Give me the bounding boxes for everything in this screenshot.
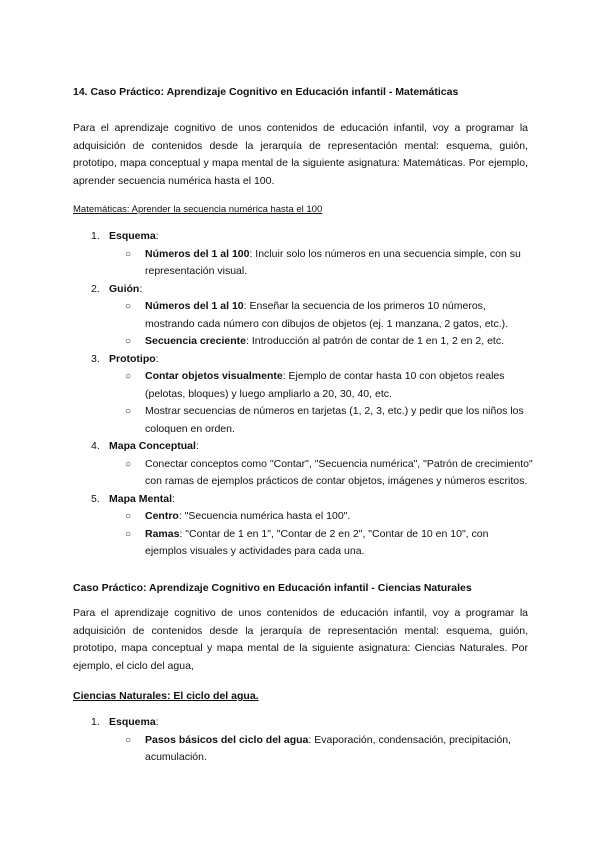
sub-bullet-list <box>109 246 533 281</box>
section1-outline <box>73 228 533 561</box>
bullet-text: : Ejemplo de contar hasta 10 con objetos reales (pelotas, bloques) y luego ampliarlo a 20, 30, 40, etc. <box>145 370 505 400</box>
bullet-text: : "Contar de 1 en 1", "Contar de 2 en 2", "Contar de 10 en 10", con ejemplos visuales y actividades para cada una. <box>145 527 489 557</box>
bullet-bold-text: Números del 1 al 10 <box>145 300 244 312</box>
bullet-bold-text: Secuencia creciente <box>145 335 246 347</box>
bullet-bold-text: Números del 1 al 100 <box>145 247 250 260</box>
item-number: 3. <box>91 352 100 365</box>
list-item <box>109 246 533 281</box>
bullet-text: : Enseñar la secuencia de los primeros 10 números, mostrando cada número con dibujos de objetos (ej. 1 manzana, 2 gatos, etc.). <box>145 300 509 330</box>
item-number: 1. <box>91 716 100 728</box>
item-colon: : <box>155 352 159 365</box>
item-label: Mapa Conceptual <box>109 440 196 452</box>
list-item <box>109 368 533 403</box>
outline-item-prototipo <box>73 351 533 439</box>
list-item <box>109 732 533 767</box>
hollow-bullet-icon: ○ <box>125 336 132 347</box>
list-item <box>109 298 533 333</box>
outline-item-esquema <box>73 228 533 281</box>
hollow-bullet-icon: ○ <box>125 301 132 312</box>
item-number: 2. <box>91 282 100 295</box>
bullet-bold-text: Pasos básicos del ciclo del agua <box>145 733 309 746</box>
hollow-bullet-icon: ○ <box>125 734 132 746</box>
sub-bullet-list <box>109 732 533 767</box>
bullet-text: : Evaporación, condensación, precipitación, acumulación. <box>145 733 511 763</box>
section1-subheading: Matemáticas: Aprender la secuencia numérica hasta el 100 <box>73 204 323 215</box>
sub-bullet-list <box>109 508 533 561</box>
section2-intro: Para el aprendizaje cognitivo de unos contenidos de educación infantil, voy a programar la adquisición de contenidos desde la jerarquía de representación mental: esquema, guión, prototipo, mapa conceptual y mapa mental de la siguiente asignatura: Ciencias Naturales. Por ejemplo, el ciclo del agua, <box>73 607 528 672</box>
bullet-bold-text: Centro <box>145 510 179 522</box>
section2-outline <box>73 714 533 767</box>
item-number: 4. <box>91 440 100 452</box>
bullet-bold-text: Ramas <box>145 527 180 540</box>
item-label: Guión <box>109 282 140 295</box>
list-item <box>109 456 533 491</box>
item-number: 5. <box>91 492 100 505</box>
outline-item-mapa-mental <box>73 491 533 561</box>
list-item <box>109 403 533 438</box>
item-colon: : <box>155 716 159 728</box>
item-colon: : <box>195 440 199 452</box>
hollow-bullet-icon: ○ <box>125 458 132 470</box>
section1-intro: Para el aprendizaje cognitivo de unos contenidos de educación infantil, voy a programar la adquisición de contenidos desde la jerarquía de representación mental: esquema, guión, prototipo, mapa conceptual y mapa mental de la siguiente asignatura: Matemáticas. Por ejemplo, aprender secuencia numérica hasta el 100. <box>73 122 528 187</box>
hollow-bullet-icon: ○ <box>125 511 132 522</box>
item-number: 1. <box>91 230 100 242</box>
item-label: Prototipo <box>109 352 156 365</box>
item-colon: : <box>172 492 175 505</box>
section2-title: Caso Práctico: Aprendizaje Cognitivo en Educación infantil - Ciencias Naturales <box>73 582 472 594</box>
bullet-text: Mostrar secuencias de números en tarjetas (1, 2, 3, etc.) y pedir que los niños los coloquen en orden. <box>145 405 524 435</box>
list-item <box>109 526 533 561</box>
list-item <box>109 508 533 526</box>
section2-subheading: Ciencias Naturales: El ciclo del agua. <box>73 690 259 702</box>
item-colon: : <box>155 230 159 242</box>
hollow-bullet-icon: ○ <box>125 528 132 540</box>
item-colon: : <box>139 282 143 295</box>
hollow-bullet-icon: ○ <box>125 248 132 260</box>
sub-bullet-list <box>109 298 533 351</box>
hollow-bullet-icon: ○ <box>125 406 132 417</box>
outline-item-esquema <box>73 714 533 767</box>
bullet-text: Conectar conceptos como "Contar", "Secuencia numérica", "Patrón de crecimiento" con ramas de ejemplos prácticos de contar objetos, imágenes y números escritos. <box>145 457 533 487</box>
bullet-text: : "Secuencia numérica hasta el 100". <box>178 510 351 522</box>
sub-bullet-list <box>109 368 533 438</box>
item-label: Esquema <box>109 230 156 242</box>
hollow-bullet-icon: ○ <box>125 371 132 382</box>
bullet-text: : Incluir solo los números en una secuencia simple, con su representación visual. <box>145 247 521 277</box>
bullet-text: : Introducción al patrón de contar de 1 en 1, 2 en 2, etc. <box>245 335 504 347</box>
outline-item-mapa-conceptual <box>73 438 533 491</box>
item-label: Esquema <box>109 716 156 728</box>
item-label: Mapa Mental <box>109 492 173 505</box>
bullet-bold-text: Contar objetos visualmente <box>145 370 283 382</box>
sub-bullet-list <box>109 456 533 491</box>
outline-item-guion <box>73 281 533 351</box>
list-item <box>109 333 533 351</box>
section1-title: 14. Caso Práctico: Aprendizaje Cognitivo en Educación infantil - Matemáticas <box>73 86 459 98</box>
